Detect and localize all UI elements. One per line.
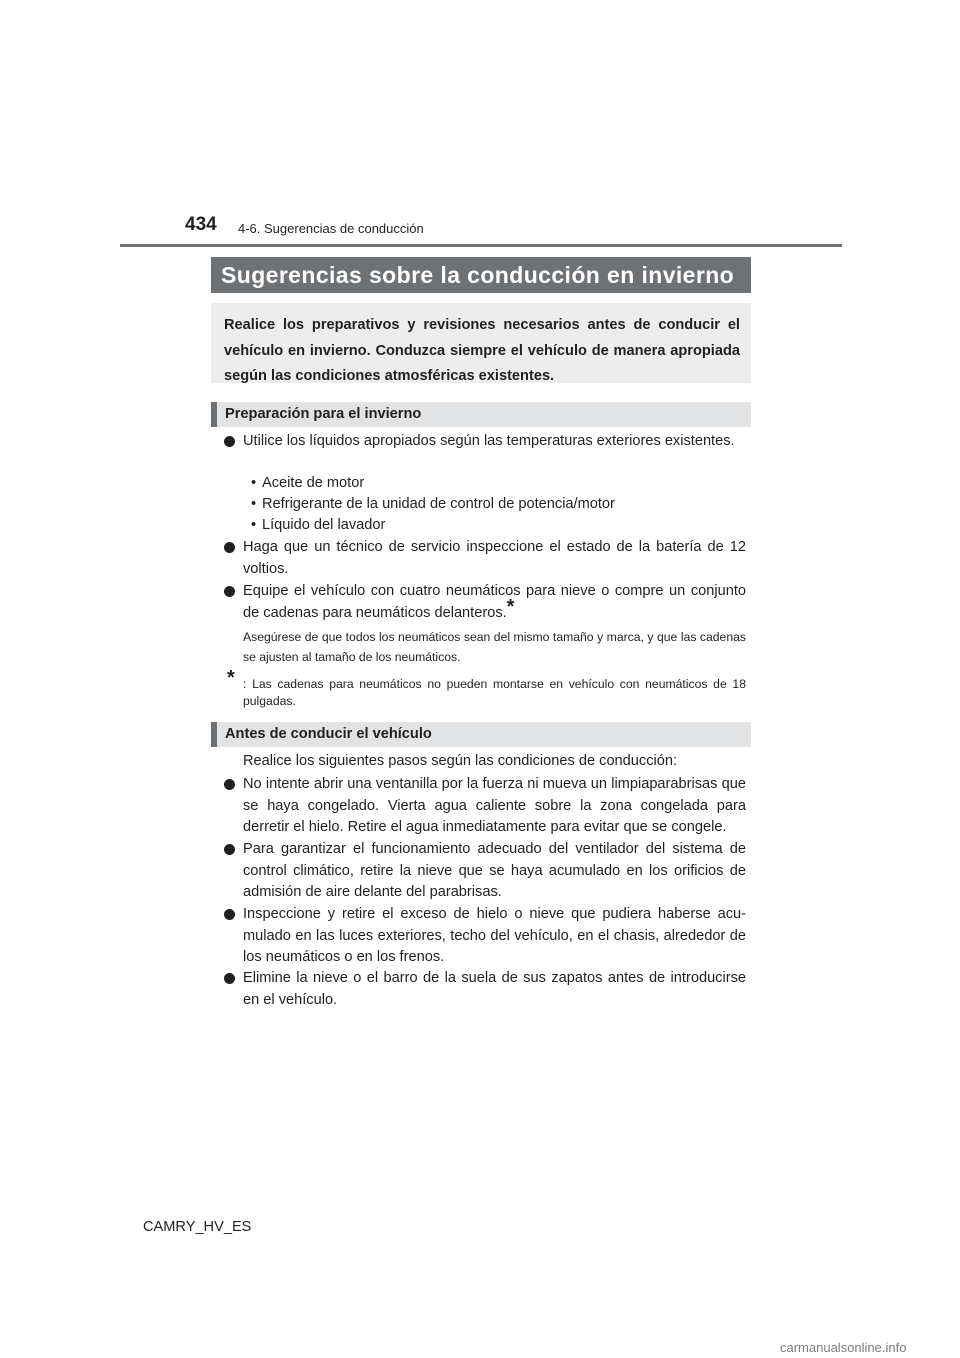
header-divider — [120, 244, 842, 247]
bullet-icon — [224, 586, 235, 597]
bullet-icon — [224, 779, 235, 790]
bullet-icon — [224, 844, 235, 855]
list-item — [222, 904, 746, 969]
page-title: Sugerencias sobre la conducción en invierno — [211, 257, 751, 293]
footnote-text: : Las cadenas para neumáticos no pueden montarse en vehículo con neumáticos de 18 pulgadas. — [243, 677, 746, 708]
page-number: 434 — [185, 214, 217, 235]
sub-list-item: • Líquido del lavador — [251, 517, 386, 533]
bullet-icon — [224, 909, 235, 920]
sub-list-item: • Refrigerante de la unidad de control de potencia/motor — [251, 496, 615, 512]
list-item-text: Equipe el vehículo con cuatro neumáticos para nieve o compre un conjunto de cadenas para neumáticos delanteros. — [243, 583, 746, 621]
bullet-icon — [224, 542, 235, 553]
watermark: carmanualsonline.info — [780, 1340, 907, 1355]
intro-summary: Realice los preparativos y revisiones necesarios antes de conducir el vehículo en invierno. Conduzca siempre el vehículo de manera apropiada según las condiciones atmosféricas existentes. — [211, 303, 751, 383]
bullet-icon — [224, 436, 235, 447]
list-item-text: Haga que un técnico de servicio inspeccione el estado de la batería de 12 voltios. — [243, 539, 746, 577]
lead-text: Realice los siguientes pasos según las condiciones de conducción: — [243, 753, 678, 769]
list-item-text: No intente abrir una ventanilla por la fuerza ni mueva un limpiaparabrisas que se haya congelado. Vierta agua caliente sobre la zona congelada para derretir el hielo. Retire el agua inmediatamente para evitar que se congele. — [243, 776, 746, 835]
document-code: CAMRY_HV_ES — [143, 1219, 252, 1235]
bullet-icon — [224, 973, 235, 984]
list-item-text: Elimine la nieve o el barro de la suela de sus zapatos antes de introducirse en el vehículo. — [243, 970, 746, 1008]
list-item-text: Para garantizar el funcionamiento adecuado del ventilador del sistema de control climático, retire la nieve que se haya acumulado en los orificios de admisión de aire delante del parabrisas. — [243, 841, 746, 900]
subheading-before-driving: Antes de conducir el vehículo — [211, 722, 751, 747]
sub-list-item-text: Líquido del lavador — [262, 517, 386, 533]
section-breadcrumb: 4-6. Sugerencias de conducción — [238, 221, 424, 236]
list-item — [222, 968, 746, 1011]
list-item — [222, 839, 746, 904]
footnote-marker: * — [506, 595, 515, 618]
sub-list-item-text: Aceite de motor — [262, 475, 365, 491]
list-item-text: Utilice los líquidos apropiados según las temperaturas exteriores existentes. — [243, 433, 735, 449]
list-item — [222, 537, 746, 580]
list-item — [222, 431, 746, 453]
sub-list-item: • Aceite de motor — [251, 475, 365, 491]
note-text: Asegúrese de que todos los neumáticos sean del mismo tamaño y marca, y que las cadenas se ajusten al tamaño de los neumáticos. — [243, 630, 746, 664]
footnote-star: * — [227, 667, 235, 689]
list-item — [222, 774, 746, 839]
list-item — [222, 581, 746, 624]
sub-list-item-text: Refrigerante de la unidad de control de potencia/motor — [262, 496, 615, 512]
list-item-text: Inspeccione y retire el exceso de hielo o nieve que pudiera haberse acumulado en las luces exteriores, techo del vehículo, en el chasis, alrededor de los neumáticos o en los frenos. — [243, 906, 746, 965]
footnote — [227, 667, 746, 710]
subheading-preparation: Preparación para el invierno — [211, 402, 751, 427]
